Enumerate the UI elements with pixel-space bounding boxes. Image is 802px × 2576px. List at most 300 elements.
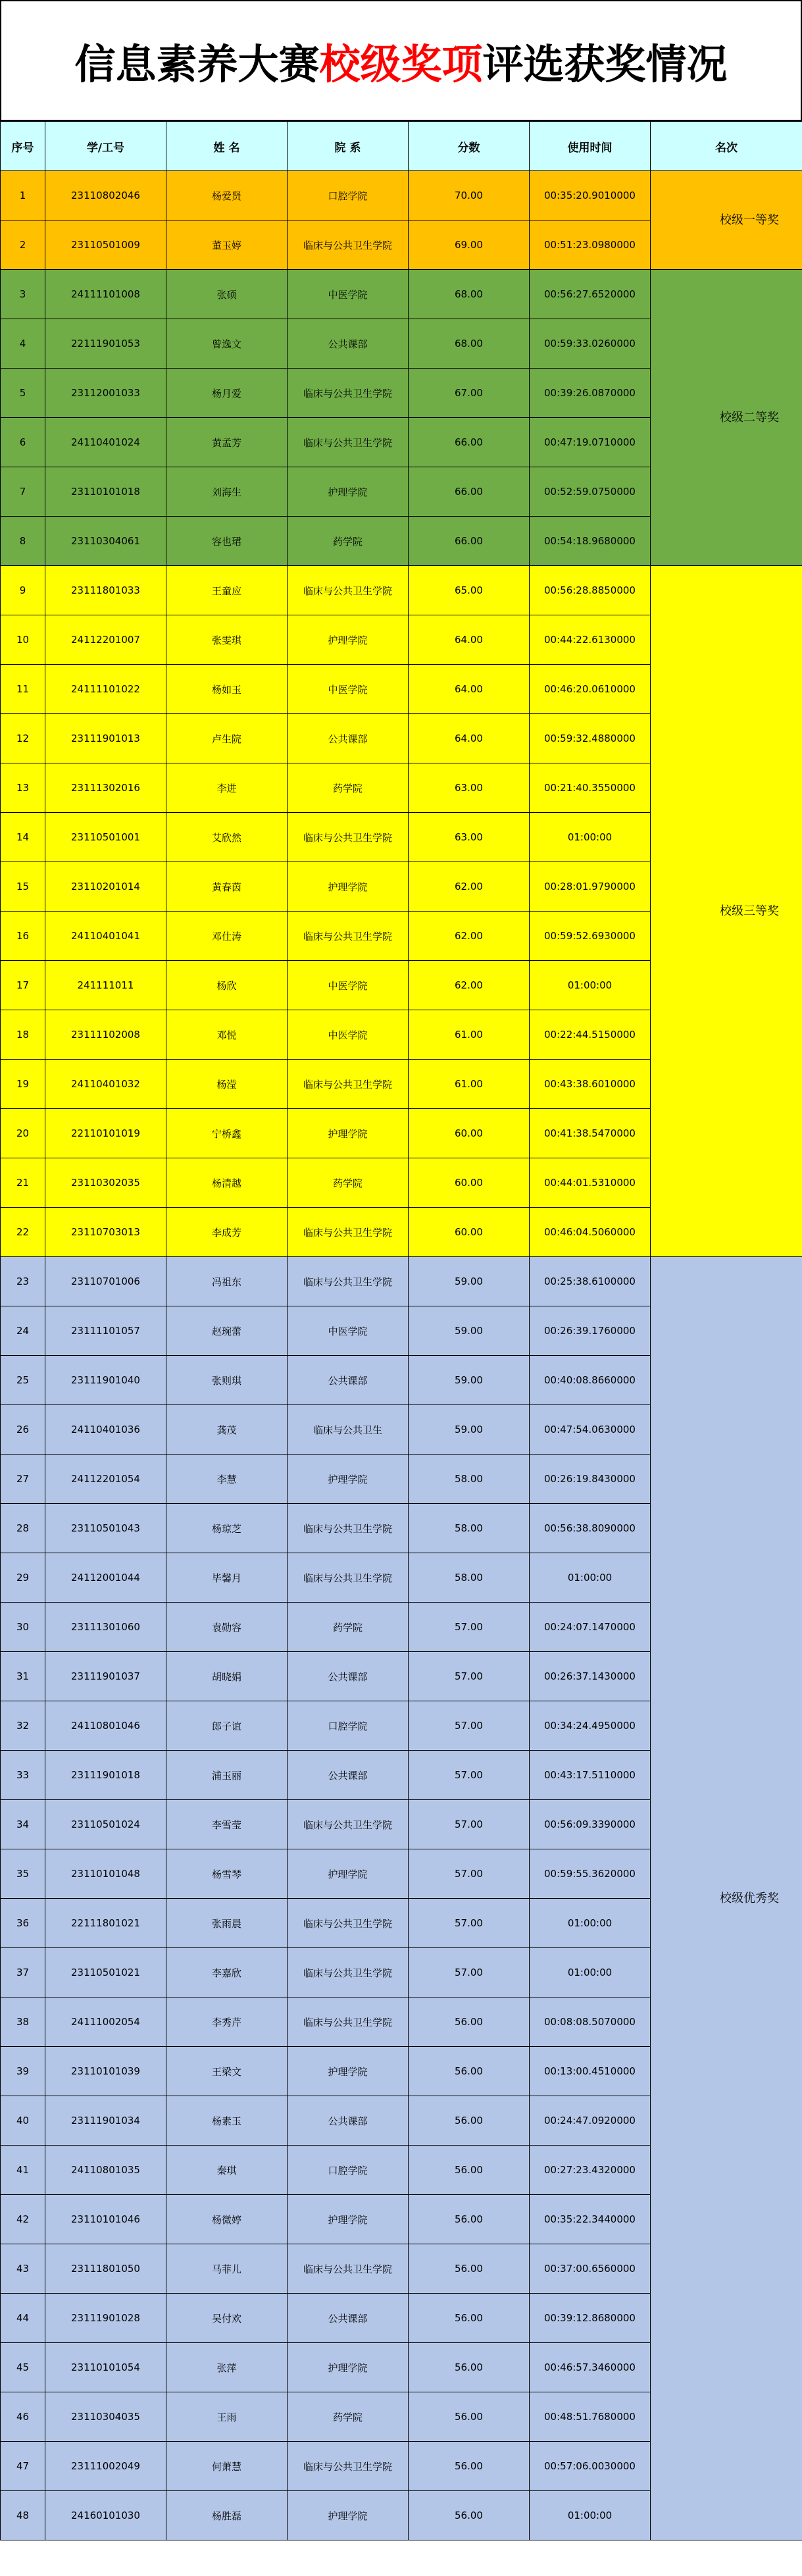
name-cell: 杨爱贤 <box>166 171 288 220</box>
name-cell: 邓悦 <box>166 1010 288 1060</box>
time-cell: 00:43:17.5110000 <box>530 1751 651 1800</box>
id-cell: 24110401032 <box>45 1060 166 1109</box>
department-cell: 中医学院 <box>288 1010 409 1060</box>
department-cell: 公共课部 <box>288 1652 409 1701</box>
time-cell: 00:37:00.6560000 <box>530 2244 651 2294</box>
index-cell: 47 <box>1 2442 45 2491</box>
name-cell: 杨素玉 <box>166 2096 288 2146</box>
name-cell: 郎子谊 <box>166 1701 288 1751</box>
index-cell: 2 <box>1 220 45 270</box>
score-cell: 65.00 <box>409 566 530 615</box>
id-cell: 23110501043 <box>45 1504 166 1553</box>
department-cell: 临床与公共卫生学院 <box>288 1060 409 1109</box>
name-cell: 吴付欢 <box>166 2294 288 2343</box>
time-cell: 00:54:18.9680000 <box>530 517 651 566</box>
score-cell: 63.00 <box>409 813 530 862</box>
department-cell: 临床与公共卫生学院 <box>288 1504 409 1553</box>
name-cell: 马菲儿 <box>166 2244 288 2294</box>
header-row <box>1 122 802 171</box>
score-cell: 60.00 <box>409 1158 530 1208</box>
name-cell: 张硕 <box>166 270 288 319</box>
score-cell: 56.00 <box>409 2047 530 2096</box>
index-cell: 29 <box>1 1553 45 1603</box>
score-cell: 62.00 <box>409 862 530 912</box>
score-cell: 56.00 <box>409 2294 530 2343</box>
time-cell: 00:28:01.9790000 <box>530 862 651 912</box>
time-cell: 00:48:51.7680000 <box>530 2392 651 2442</box>
name-cell: 浦玉丽 <box>166 1751 288 1800</box>
id-cell: 23111901018 <box>45 1751 166 1800</box>
index-cell: 9 <box>1 566 45 615</box>
time-cell: 00:40:08.8660000 <box>530 1356 651 1405</box>
index-cell: 20 <box>1 1109 45 1158</box>
title-part-3: 评选获奖情况 <box>482 39 728 88</box>
index-cell: 17 <box>1 961 45 1010</box>
score-cell: 56.00 <box>409 2195 530 2244</box>
score-cell: 68.00 <box>409 319 530 369</box>
name-cell: 宁桥鑫 <box>166 1109 288 1158</box>
header-name: 姓 名 <box>166 122 288 171</box>
score-cell: 66.00 <box>409 517 530 566</box>
id-cell: 23111002049 <box>45 2442 166 2491</box>
index-cell: 5 <box>1 369 45 418</box>
department-cell: 临床与公共卫生学院 <box>288 1948 409 1997</box>
department-cell: 护理学院 <box>288 467 409 517</box>
score-cell: 64.00 <box>409 665 530 714</box>
index-cell: 37 <box>1 1948 45 1997</box>
score-cell: 56.00 <box>409 1997 530 2047</box>
score-cell: 56.00 <box>409 2491 530 2540</box>
department-cell: 临床与公共卫生 <box>288 1405 409 1455</box>
name-cell: 张则琪 <box>166 1356 288 1405</box>
score-cell: 61.00 <box>409 1060 530 1109</box>
name-cell: 李雪莹 <box>166 1800 288 1849</box>
table-row <box>1 171 802 220</box>
department-cell: 药学院 <box>288 517 409 566</box>
score-cell: 57.00 <box>409 1701 530 1751</box>
time-cell: 00:27:23.4320000 <box>530 2146 651 2195</box>
name-cell: 王梁文 <box>166 2047 288 2096</box>
id-cell: 23111901028 <box>45 2294 166 2343</box>
id-cell: 24110801046 <box>45 1701 166 1751</box>
department-cell: 护理学院 <box>288 1109 409 1158</box>
index-cell: 36 <box>1 1899 45 1948</box>
department-cell: 护理学院 <box>288 2491 409 2540</box>
index-cell: 26 <box>1 1405 45 1455</box>
index-cell: 31 <box>1 1652 45 1701</box>
index-cell: 41 <box>1 2146 45 2195</box>
rank-label: 校级一等奖 <box>720 213 779 227</box>
index-cell: 24 <box>1 1306 45 1356</box>
department-cell: 临床与公共卫生学院 <box>288 1899 409 1948</box>
id-cell: 23111801050 <box>45 2244 166 2294</box>
time-cell: 00:43:38.6010000 <box>530 1060 651 1109</box>
id-cell: 23110101048 <box>45 1849 166 1899</box>
index-cell: 48 <box>1 2491 45 2540</box>
name-cell: 李嘉欣 <box>166 1948 288 1997</box>
time-cell: 00:47:19.0710000 <box>530 418 651 467</box>
title-part-1: 信息素养大赛 <box>74 39 320 88</box>
time-cell: 00:56:27.6520000 <box>530 270 651 319</box>
title-part-highlight: 校级奖项 <box>319 39 483 88</box>
department-cell: 临床与公共卫生学院 <box>288 1553 409 1603</box>
time-cell: 00:51:23.0980000 <box>530 220 651 270</box>
index-cell: 21 <box>1 1158 45 1208</box>
id-cell: 23110703013 <box>45 1208 166 1257</box>
id-cell: 23110304035 <box>45 2392 166 2442</box>
id-cell: 23110101039 <box>45 2047 166 2096</box>
time-cell: 00:35:22.3440000 <box>530 2195 651 2244</box>
score-cell: 66.00 <box>409 467 530 517</box>
index-cell: 1 <box>1 171 45 220</box>
score-cell: 70.00 <box>409 171 530 220</box>
name-cell: 毕馨月 <box>166 1553 288 1603</box>
time-cell: 00:39:26.0870000 <box>530 369 651 418</box>
score-cell: 56.00 <box>409 2392 530 2442</box>
index-cell: 16 <box>1 912 45 961</box>
time-cell: 00:25:38.6100000 <box>530 1257 651 1306</box>
department-cell: 中医学院 <box>288 961 409 1010</box>
score-cell: 62.00 <box>409 912 530 961</box>
time-cell: 00:39:12.8680000 <box>530 2294 651 2343</box>
index-cell: 44 <box>1 2294 45 2343</box>
index-cell: 12 <box>1 714 45 763</box>
name-cell: 容也珺 <box>166 517 288 566</box>
name-cell: 何萧慧 <box>166 2442 288 2491</box>
id-cell: 23111901013 <box>45 714 166 763</box>
id-cell: 241111011 <box>45 961 166 1010</box>
department-cell: 药学院 <box>288 763 409 813</box>
time-cell: 00:46:04.5060000 <box>530 1208 651 1257</box>
time-cell: 00:24:47.0920000 <box>530 2096 651 2146</box>
index-cell: 46 <box>1 2392 45 2442</box>
name-cell: 张萍 <box>166 2343 288 2392</box>
index-cell: 33 <box>1 1751 45 1800</box>
score-cell: 64.00 <box>409 714 530 763</box>
department-cell: 临床与公共卫生学院 <box>288 813 409 862</box>
score-cell: 57.00 <box>409 1899 530 1948</box>
department-cell: 公共课部 <box>288 1751 409 1800</box>
name-cell: 胡晓娟 <box>166 1652 288 1701</box>
name-cell: 董玉婷 <box>166 220 288 270</box>
time-cell: 00:44:01.5310000 <box>530 1158 651 1208</box>
index-cell: 39 <box>1 2047 45 2096</box>
time-cell: 00:59:32.4880000 <box>530 714 651 763</box>
score-cell: 58.00 <box>409 1553 530 1603</box>
header-rank: 名次 <box>651 122 802 171</box>
index-cell: 22 <box>1 1208 45 1257</box>
index-cell: 3 <box>1 270 45 319</box>
id-cell: 23111101057 <box>45 1306 166 1356</box>
department-cell: 临床与公共卫生学院 <box>288 1208 409 1257</box>
index-cell: 15 <box>1 862 45 912</box>
rank-label: 校级二等奖 <box>720 410 779 425</box>
time-cell: 00:56:38.8090000 <box>530 1504 651 1553</box>
index-cell: 19 <box>1 1060 45 1109</box>
score-cell: 63.00 <box>409 763 530 813</box>
index-cell: 28 <box>1 1504 45 1553</box>
id-cell: 23111302016 <box>45 763 166 813</box>
department-cell: 临床与公共卫生学院 <box>288 1997 409 2047</box>
department-cell: 临床与公共卫生学院 <box>288 1257 409 1306</box>
id-cell: 23111901040 <box>45 1356 166 1405</box>
score-cell: 64.00 <box>409 615 530 665</box>
id-cell: 24110801035 <box>45 2146 166 2195</box>
department-cell: 公共课部 <box>288 1356 409 1405</box>
table-row <box>1 1257 802 1306</box>
id-cell: 24112201007 <box>45 615 166 665</box>
department-cell: 护理学院 <box>288 1849 409 1899</box>
department-cell: 药学院 <box>288 2392 409 2442</box>
table-body <box>1 171 802 2540</box>
id-cell: 23111901037 <box>45 1652 166 1701</box>
rank-cell <box>651 270 802 566</box>
index-cell: 43 <box>1 2244 45 2294</box>
id-cell: 23110302035 <box>45 1158 166 1208</box>
department-cell: 护理学院 <box>288 862 409 912</box>
id-cell: 23110501021 <box>45 1948 166 1997</box>
index-cell: 7 <box>1 467 45 517</box>
score-cell: 56.00 <box>409 2244 530 2294</box>
time-cell: 01:00:00 <box>530 1948 651 1997</box>
score-cell: 68.00 <box>409 270 530 319</box>
score-cell: 56.00 <box>409 2442 530 2491</box>
score-cell: 57.00 <box>409 1849 530 1899</box>
time-cell: 00:56:09.3390000 <box>530 1800 651 1849</box>
time-cell: 01:00:00 <box>530 2491 651 2540</box>
index-cell: 27 <box>1 1455 45 1504</box>
name-cell: 杨琼芝 <box>166 1504 288 1553</box>
id-cell: 24111101008 <box>45 270 166 319</box>
time-cell: 00:26:37.1430000 <box>530 1652 651 1701</box>
index-cell: 34 <box>1 1800 45 1849</box>
name-cell: 张雯琪 <box>166 615 288 665</box>
name-cell: 杨如玉 <box>166 665 288 714</box>
id-cell: 23110201014 <box>45 862 166 912</box>
name-cell: 杨微婷 <box>166 2195 288 2244</box>
index-cell: 4 <box>1 319 45 369</box>
rank-cell <box>651 566 802 1257</box>
id-cell: 24112001044 <box>45 1553 166 1603</box>
name-cell: 杨欣 <box>166 961 288 1010</box>
id-cell: 24160101030 <box>45 2491 166 2540</box>
name-cell: 李秀芹 <box>166 1997 288 2047</box>
header-index: 序号 <box>1 122 45 171</box>
rank-cell <box>651 171 802 270</box>
department-cell: 护理学院 <box>288 2047 409 2096</box>
department-cell: 中医学院 <box>288 270 409 319</box>
department-cell: 中医学院 <box>288 1306 409 1356</box>
id-cell: 23110501009 <box>45 220 166 270</box>
id-cell: 23110304061 <box>45 517 166 566</box>
id-cell: 23110701006 <box>45 1257 166 1306</box>
score-cell: 58.00 <box>409 1504 530 1553</box>
name-cell: 冯祖东 <box>166 1257 288 1306</box>
name-cell: 李慧 <box>166 1455 288 1504</box>
name-cell: 卢生院 <box>166 714 288 763</box>
id-cell: 24112201054 <box>45 1455 166 1504</box>
department-cell: 药学院 <box>288 1158 409 1208</box>
index-cell: 32 <box>1 1701 45 1751</box>
header-department: 院 系 <box>288 122 409 171</box>
rank-label: 校级优秀奖 <box>720 1891 779 1905</box>
department-cell: 临床与公共卫生学院 <box>288 1800 409 1849</box>
time-cell: 00:59:52.6930000 <box>530 912 651 961</box>
department-cell: 护理学院 <box>288 2343 409 2392</box>
time-cell: 00:13:00.4510000 <box>530 2047 651 2096</box>
index-cell: 6 <box>1 418 45 467</box>
department-cell: 公共课部 <box>288 319 409 369</box>
department-cell: 临床与公共卫生学院 <box>288 418 409 467</box>
score-cell: 56.00 <box>409 2146 530 2195</box>
rank-cell <box>651 1257 802 2540</box>
department-cell: 临床与公共卫生学院 <box>288 566 409 615</box>
results-table <box>0 121 802 2540</box>
name-cell: 刘海生 <box>166 467 288 517</box>
department-cell: 公共课部 <box>288 2294 409 2343</box>
index-cell: 18 <box>1 1010 45 1060</box>
header-time: 使用时间 <box>530 122 651 171</box>
name-cell: 杨清越 <box>166 1158 288 1208</box>
table-row <box>1 270 802 319</box>
header-score: 分数 <box>409 122 530 171</box>
index-cell: 30 <box>1 1603 45 1652</box>
score-cell: 56.00 <box>409 2343 530 2392</box>
time-cell: 00:22:44.5150000 <box>530 1010 651 1060</box>
time-cell: 00:59:55.3620000 <box>530 1849 651 1899</box>
index-cell: 40 <box>1 2096 45 2146</box>
time-cell: 00:24:07.1470000 <box>530 1603 651 1652</box>
department-cell: 口腔学院 <box>288 171 409 220</box>
name-cell: 袁勋容 <box>166 1603 288 1652</box>
department-cell: 临床与公共卫生学院 <box>288 369 409 418</box>
time-cell: 00:46:20.0610000 <box>530 665 651 714</box>
time-cell: 00:57:06.0030000 <box>530 2442 651 2491</box>
time-cell: 01:00:00 <box>530 961 651 1010</box>
id-cell: 23111102008 <box>45 1010 166 1060</box>
id-cell: 24111101022 <box>45 665 166 714</box>
score-cell: 69.00 <box>409 220 530 270</box>
time-cell: 00:46:57.3460000 <box>530 2343 651 2392</box>
header-id: 学/工号 <box>45 122 166 171</box>
department-cell: 临床与公共卫生学院 <box>288 2442 409 2491</box>
index-cell: 35 <box>1 1849 45 1899</box>
id-cell: 23112001033 <box>45 369 166 418</box>
id-cell: 23110101018 <box>45 467 166 517</box>
name-cell: 艾欣然 <box>166 813 288 862</box>
department-cell: 口腔学院 <box>288 2146 409 2195</box>
name-cell: 张雨晨 <box>166 1899 288 1948</box>
name-cell: 秦琪 <box>166 2146 288 2195</box>
time-cell: 00:56:28.8850000 <box>530 566 651 615</box>
id-cell: 23111301060 <box>45 1603 166 1652</box>
index-cell: 23 <box>1 1257 45 1306</box>
time-cell: 00:52:59.0750000 <box>530 467 651 517</box>
score-cell: 60.00 <box>409 1208 530 1257</box>
score-cell: 66.00 <box>409 418 530 467</box>
index-cell: 13 <box>1 763 45 813</box>
time-cell: 00:35:20.9010000 <box>530 171 651 220</box>
time-cell: 00:21:40.3550000 <box>530 763 651 813</box>
department-cell: 护理学院 <box>288 2195 409 2244</box>
department-cell: 临床与公共卫生学院 <box>288 912 409 961</box>
score-cell: 58.00 <box>409 1455 530 1504</box>
table-row <box>1 566 802 615</box>
id-cell: 23110101046 <box>45 2195 166 2244</box>
department-cell: 口腔学院 <box>288 1701 409 1751</box>
name-cell: 黄春茵 <box>166 862 288 912</box>
index-cell: 14 <box>1 813 45 862</box>
time-cell: 00:59:33.0260000 <box>530 319 651 369</box>
score-cell: 62.00 <box>409 961 530 1010</box>
name-cell: 王童应 <box>166 566 288 615</box>
id-cell: 23111901034 <box>45 2096 166 2146</box>
score-cell: 57.00 <box>409 1948 530 1997</box>
score-cell: 67.00 <box>409 369 530 418</box>
score-cell: 57.00 <box>409 1751 530 1800</box>
index-cell: 38 <box>1 1997 45 2047</box>
name-cell: 黄孟芳 <box>166 418 288 467</box>
score-cell: 59.00 <box>409 1306 530 1356</box>
score-cell: 57.00 <box>409 1603 530 1652</box>
time-cell: 00:41:38.5470000 <box>530 1109 651 1158</box>
name-cell: 邓仕涛 <box>166 912 288 961</box>
id-cell: 24110401036 <box>45 1405 166 1455</box>
name-cell: 龚茂 <box>166 1405 288 1455</box>
department-cell: 公共课部 <box>288 714 409 763</box>
index-cell: 42 <box>1 2195 45 2244</box>
time-cell: 00:47:54.0630000 <box>530 1405 651 1455</box>
name-cell: 曾逸文 <box>166 319 288 369</box>
id-cell: 23110802046 <box>45 171 166 220</box>
score-cell: 59.00 <box>409 1356 530 1405</box>
score-cell: 61.00 <box>409 1010 530 1060</box>
department-cell: 护理学院 <box>288 615 409 665</box>
time-cell: 01:00:00 <box>530 1553 651 1603</box>
index-cell: 8 <box>1 517 45 566</box>
department-cell: 药学院 <box>288 1603 409 1652</box>
id-cell: 23110101054 <box>45 2343 166 2392</box>
rank-label: 校级三等奖 <box>720 904 779 918</box>
id-cell: 22110101019 <box>45 1109 166 1158</box>
id-cell: 24111002054 <box>45 1997 166 2047</box>
id-cell: 24110401024 <box>45 418 166 467</box>
name-cell: 杨滢 <box>166 1060 288 1109</box>
name-cell: 赵琬蕾 <box>166 1306 288 1356</box>
id-cell: 23111801033 <box>45 566 166 615</box>
score-cell: 59.00 <box>409 1405 530 1455</box>
name-cell: 李成芳 <box>166 1208 288 1257</box>
index-cell: 11 <box>1 665 45 714</box>
id-cell: 24110401041 <box>45 912 166 961</box>
department-cell: 中医学院 <box>288 665 409 714</box>
time-cell: 00:26:39.1760000 <box>530 1306 651 1356</box>
page-title <box>0 0 802 121</box>
department-cell: 临床与公共卫生学院 <box>288 2244 409 2294</box>
name-cell: 杨雪琴 <box>166 1849 288 1899</box>
name-cell: 王雨 <box>166 2392 288 2442</box>
department-cell: 护理学院 <box>288 1455 409 1504</box>
score-cell: 60.00 <box>409 1109 530 1158</box>
index-cell: 25 <box>1 1356 45 1405</box>
time-cell: 01:00:00 <box>530 1899 651 1948</box>
department-cell: 公共课部 <box>288 2096 409 2146</box>
score-cell: 57.00 <box>409 1652 530 1701</box>
time-cell: 00:26:19.8430000 <box>530 1455 651 1504</box>
department-cell: 临床与公共卫生学院 <box>288 220 409 270</box>
index-cell: 45 <box>1 2343 45 2392</box>
time-cell: 00:34:24.4950000 <box>530 1701 651 1751</box>
